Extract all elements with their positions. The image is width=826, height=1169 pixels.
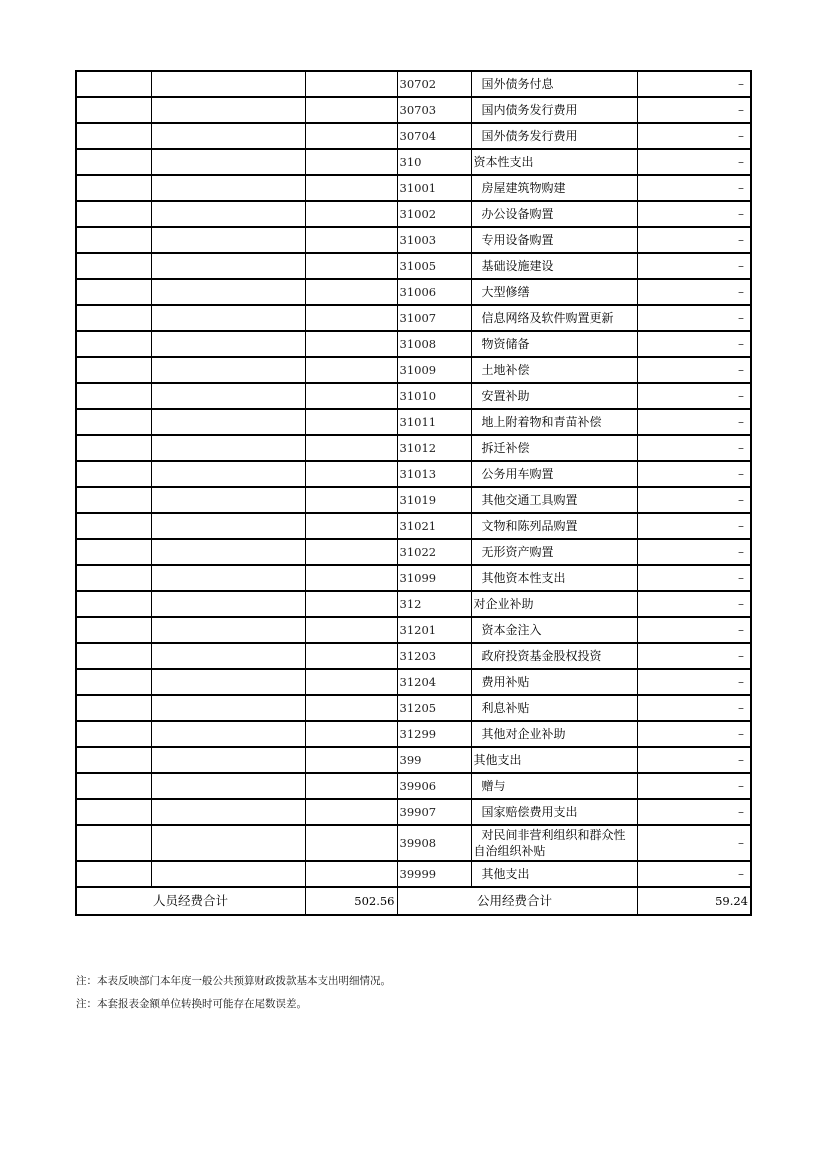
amount-cell: –: [637, 149, 751, 175]
empty-cell: [151, 539, 305, 565]
table-row: [76, 201, 751, 227]
empty-cell: [305, 279, 397, 305]
econ-code-cell: 30702: [397, 71, 471, 97]
empty-cell: [151, 747, 305, 773]
empty-cell: [151, 305, 305, 331]
econ-code-cell: 31201: [397, 617, 471, 643]
empty-cell: [151, 799, 305, 825]
public-total-label: 公用经费合计: [471, 887, 637, 915]
table-row: [76, 123, 751, 149]
amount-cell: –: [637, 825, 751, 861]
empty-cell: [76, 435, 151, 461]
empty-cell: [76, 825, 151, 861]
econ-name-cell: 费用补贴: [471, 669, 637, 695]
empty-cell: [305, 123, 397, 149]
econ-name-cell: 政府投资基金股权投资: [471, 643, 637, 669]
table-row: [76, 357, 751, 383]
empty-cell: [76, 721, 151, 747]
empty-cell: [76, 861, 151, 887]
table-body: [76, 71, 751, 887]
econ-code-cell: 31009: [397, 357, 471, 383]
econ-code-cell: 31011: [397, 409, 471, 435]
table-row: [76, 227, 751, 253]
econ-name-cell: 文物和陈列品购置: [471, 513, 637, 539]
empty-cell: [76, 695, 151, 721]
amount-cell: –: [637, 461, 751, 487]
empty-cell: [151, 71, 305, 97]
table-row: [76, 825, 751, 861]
empty-cell: [76, 357, 151, 383]
amount-cell: –: [637, 253, 751, 279]
econ-name-cell: 资本金注入: [471, 617, 637, 643]
table-row: [76, 565, 751, 591]
empty-cell: [151, 357, 305, 383]
empty-cell: [151, 617, 305, 643]
empty-cell: [305, 513, 397, 539]
amount-cell: –: [637, 435, 751, 461]
econ-name-cell: 其他支出: [471, 861, 637, 887]
empty-cell: [76, 513, 151, 539]
empty-cell: [305, 97, 397, 123]
table-row: [76, 861, 751, 887]
amount-cell: –: [637, 71, 751, 97]
econ-code-cell: 30704: [397, 123, 471, 149]
econ-code-cell: 31022: [397, 539, 471, 565]
empty-cell: [76, 591, 151, 617]
econ-code-cell: 39907: [397, 799, 471, 825]
table-row: [76, 149, 751, 175]
empty-cell: [305, 799, 397, 825]
empty-cell: [76, 201, 151, 227]
econ-code-cell: 31099: [397, 565, 471, 591]
empty-cell: [151, 123, 305, 149]
table-row: [76, 747, 751, 773]
empty-cell: [305, 409, 397, 435]
econ-code-cell: 31003: [397, 227, 471, 253]
amount-cell: –: [637, 617, 751, 643]
empty-cell: [305, 565, 397, 591]
empty-cell: [151, 861, 305, 887]
empty-cell: [76, 565, 151, 591]
econ-name-cell: 拆迁补偿: [471, 435, 637, 461]
table-row: [76, 643, 751, 669]
empty-cell: [151, 513, 305, 539]
table-row: [76, 97, 751, 123]
empty-cell: [151, 97, 305, 123]
totals-row: [76, 887, 751, 915]
empty-cell: [151, 721, 305, 747]
table-row: [76, 253, 751, 279]
table-row: [76, 669, 751, 695]
empty-cell: [76, 175, 151, 201]
econ-code-cell: 31205: [397, 695, 471, 721]
econ-name-cell: 专用设备购置: [471, 227, 637, 253]
empty-cell: [305, 149, 397, 175]
amount-cell: –: [637, 305, 751, 331]
empty-cell: [76, 149, 151, 175]
empty-cell: [151, 175, 305, 201]
econ-name-cell: 信息网络及软件购置更新: [471, 305, 637, 331]
empty-cell: [151, 435, 305, 461]
econ-code-cell: 31001: [397, 175, 471, 201]
econ-code-cell: 310: [397, 149, 471, 175]
empty-cell: [76, 887, 151, 915]
econ-name-cell: 其他支出: [471, 747, 637, 773]
empty-cell: [305, 383, 397, 409]
empty-cell: [76, 799, 151, 825]
amount-cell: –: [637, 383, 751, 409]
empty-cell: [305, 435, 397, 461]
empty-cell: [76, 773, 151, 799]
econ-name-cell: 地上附着物和青苗补偿: [471, 409, 637, 435]
amount-cell: –: [637, 201, 751, 227]
amount-cell: –: [637, 565, 751, 591]
table-row: [76, 721, 751, 747]
econ-name-cell: 国内债务发行费用: [471, 97, 637, 123]
empty-cell: [76, 97, 151, 123]
amount-cell: –: [637, 773, 751, 799]
amount-cell: –: [637, 487, 751, 513]
empty-cell: [305, 461, 397, 487]
econ-name-cell: 办公设备购置: [471, 201, 637, 227]
personnel-total-label: 人员经费合计: [151, 887, 305, 915]
econ-name-cell: 其他对企业补助: [471, 721, 637, 747]
empty-cell: [151, 773, 305, 799]
empty-cell: [305, 747, 397, 773]
table-row: [76, 71, 751, 97]
econ-name-cell: 基础设施建设: [471, 253, 637, 279]
econ-name-cell: 资本性支出: [471, 149, 637, 175]
econ-code-cell: 31006: [397, 279, 471, 305]
econ-code-cell: 312: [397, 591, 471, 617]
empty-cell: [151, 643, 305, 669]
empty-cell: [76, 331, 151, 357]
empty-cell: [305, 331, 397, 357]
empty-cell: [76, 617, 151, 643]
econ-name-cell: 国外债务付息: [471, 71, 637, 97]
empty-cell: [305, 773, 397, 799]
personnel-total-value: 502.56: [305, 887, 397, 915]
table-row: [76, 539, 751, 565]
empty-cell: [151, 669, 305, 695]
amount-cell: –: [637, 409, 751, 435]
econ-name-cell: 利息补贴: [471, 695, 637, 721]
amount-cell: –: [637, 357, 751, 383]
empty-cell: [305, 695, 397, 721]
amount-cell: –: [637, 175, 751, 201]
table-row: [76, 461, 751, 487]
amount-cell: –: [637, 591, 751, 617]
empty-cell: [151, 383, 305, 409]
table-row: [76, 591, 751, 617]
amount-cell: –: [637, 721, 751, 747]
amount-cell: –: [637, 695, 751, 721]
econ-name-cell: 对企业补助: [471, 591, 637, 617]
econ-name-cell: 其他资本性支出: [471, 565, 637, 591]
amount-cell: –: [637, 643, 751, 669]
empty-cell: [305, 825, 397, 861]
footnote-2: 注：本套报表金额单位转换时可能存在尾数误差。: [76, 998, 307, 1010]
empty-cell: [76, 669, 151, 695]
empty-cell: [305, 357, 397, 383]
econ-name-cell: 土地补偿: [471, 357, 637, 383]
empty-cell: [305, 305, 397, 331]
amount-cell: –: [637, 513, 751, 539]
table-row: [76, 487, 751, 513]
amount-cell: –: [637, 799, 751, 825]
table-row: [76, 175, 751, 201]
table-row: [76, 279, 751, 305]
empty-cell: [305, 617, 397, 643]
empty-cell: [151, 227, 305, 253]
footnote-1: 注：本表反映部门本年度一般公共预算财政拨款基本支出明细情况。: [76, 975, 391, 987]
table-row: [76, 383, 751, 409]
table-row: [76, 773, 751, 799]
empty-cell: [151, 253, 305, 279]
empty-cell: [76, 461, 151, 487]
empty-cell: [151, 409, 305, 435]
empty-cell: [76, 253, 151, 279]
amount-cell: –: [637, 279, 751, 305]
empty-cell: [305, 227, 397, 253]
empty-cell: [397, 887, 471, 915]
amount-cell: –: [637, 123, 751, 149]
empty-cell: [305, 253, 397, 279]
econ-code-cell: 31007: [397, 305, 471, 331]
econ-code-cell: 31203: [397, 643, 471, 669]
empty-cell: [151, 565, 305, 591]
econ-code-cell: 31002: [397, 201, 471, 227]
econ-name-cell: 国外债务发行费用: [471, 123, 637, 149]
econ-code-cell: 31010: [397, 383, 471, 409]
econ-name-cell: 大型修缮: [471, 279, 637, 305]
empty-cell: [76, 747, 151, 773]
empty-cell: [305, 721, 397, 747]
econ-code-cell: 31005: [397, 253, 471, 279]
econ-name-cell: 国家赔偿费用支出: [471, 799, 637, 825]
empty-cell: [76, 279, 151, 305]
empty-cell: [151, 201, 305, 227]
table-row: [76, 331, 751, 357]
table-row: [76, 799, 751, 825]
empty-cell: [305, 643, 397, 669]
econ-code-cell: 39908: [397, 825, 471, 861]
econ-code-cell: 399: [397, 747, 471, 773]
econ-name-cell: 赠与: [471, 773, 637, 799]
empty-cell: [305, 861, 397, 887]
amount-cell: –: [637, 669, 751, 695]
econ-name-cell: 无形资产购置: [471, 539, 637, 565]
empty-cell: [151, 331, 305, 357]
empty-cell: [151, 591, 305, 617]
econ-name-cell: 公务用车购置: [471, 461, 637, 487]
econ-name-cell: 对民间非营利组织和群众性自治组织补贴: [471, 825, 637, 861]
table-row: [76, 695, 751, 721]
amount-cell: –: [637, 331, 751, 357]
econ-code-cell: 31008: [397, 331, 471, 357]
empty-cell: [305, 71, 397, 97]
empty-cell: [76, 539, 151, 565]
empty-cell: [76, 487, 151, 513]
empty-cell: [76, 409, 151, 435]
econ-name-cell: 其他交通工具购置: [471, 487, 637, 513]
empty-cell: [305, 539, 397, 565]
empty-cell: [305, 175, 397, 201]
empty-cell: [76, 643, 151, 669]
econ-code-cell: 39906: [397, 773, 471, 799]
empty-cell: [76, 305, 151, 331]
empty-cell: [151, 149, 305, 175]
empty-cell: [305, 591, 397, 617]
econ-name-cell: 物资储备: [471, 331, 637, 357]
econ-code-cell: 31021: [397, 513, 471, 539]
econ-code-cell: 31019: [397, 487, 471, 513]
econ-code-cell: 39999: [397, 861, 471, 887]
econ-code-cell: 31013: [397, 461, 471, 487]
table-row: [76, 435, 751, 461]
amount-cell: –: [637, 861, 751, 887]
table-row: [76, 513, 751, 539]
empty-cell: [305, 487, 397, 513]
econ-name-cell: 安置补助: [471, 383, 637, 409]
empty-cell: [76, 383, 151, 409]
empty-cell: [151, 487, 305, 513]
empty-cell: [151, 279, 305, 305]
empty-cell: [151, 695, 305, 721]
empty-cell: [151, 825, 305, 861]
empty-cell: [305, 669, 397, 695]
table-row: [76, 617, 751, 643]
econ-code-cell: 31204: [397, 669, 471, 695]
amount-cell: –: [637, 747, 751, 773]
empty-cell: [76, 71, 151, 97]
empty-cell: [151, 461, 305, 487]
empty-cell: [305, 201, 397, 227]
amount-cell: –: [637, 97, 751, 123]
table-row: [76, 305, 751, 331]
public-total-value: 59.24: [637, 887, 751, 915]
econ-code-cell: 31299: [397, 721, 471, 747]
empty-cell: [76, 123, 151, 149]
econ-code-cell: 30703: [397, 97, 471, 123]
budget-detail-table: [75, 70, 752, 916]
amount-cell: –: [637, 539, 751, 565]
empty-cell: [76, 227, 151, 253]
econ-code-cell: 31012: [397, 435, 471, 461]
table-row: [76, 409, 751, 435]
amount-cell: –: [637, 227, 751, 253]
econ-name-cell: 房屋建筑物购建: [471, 175, 637, 201]
